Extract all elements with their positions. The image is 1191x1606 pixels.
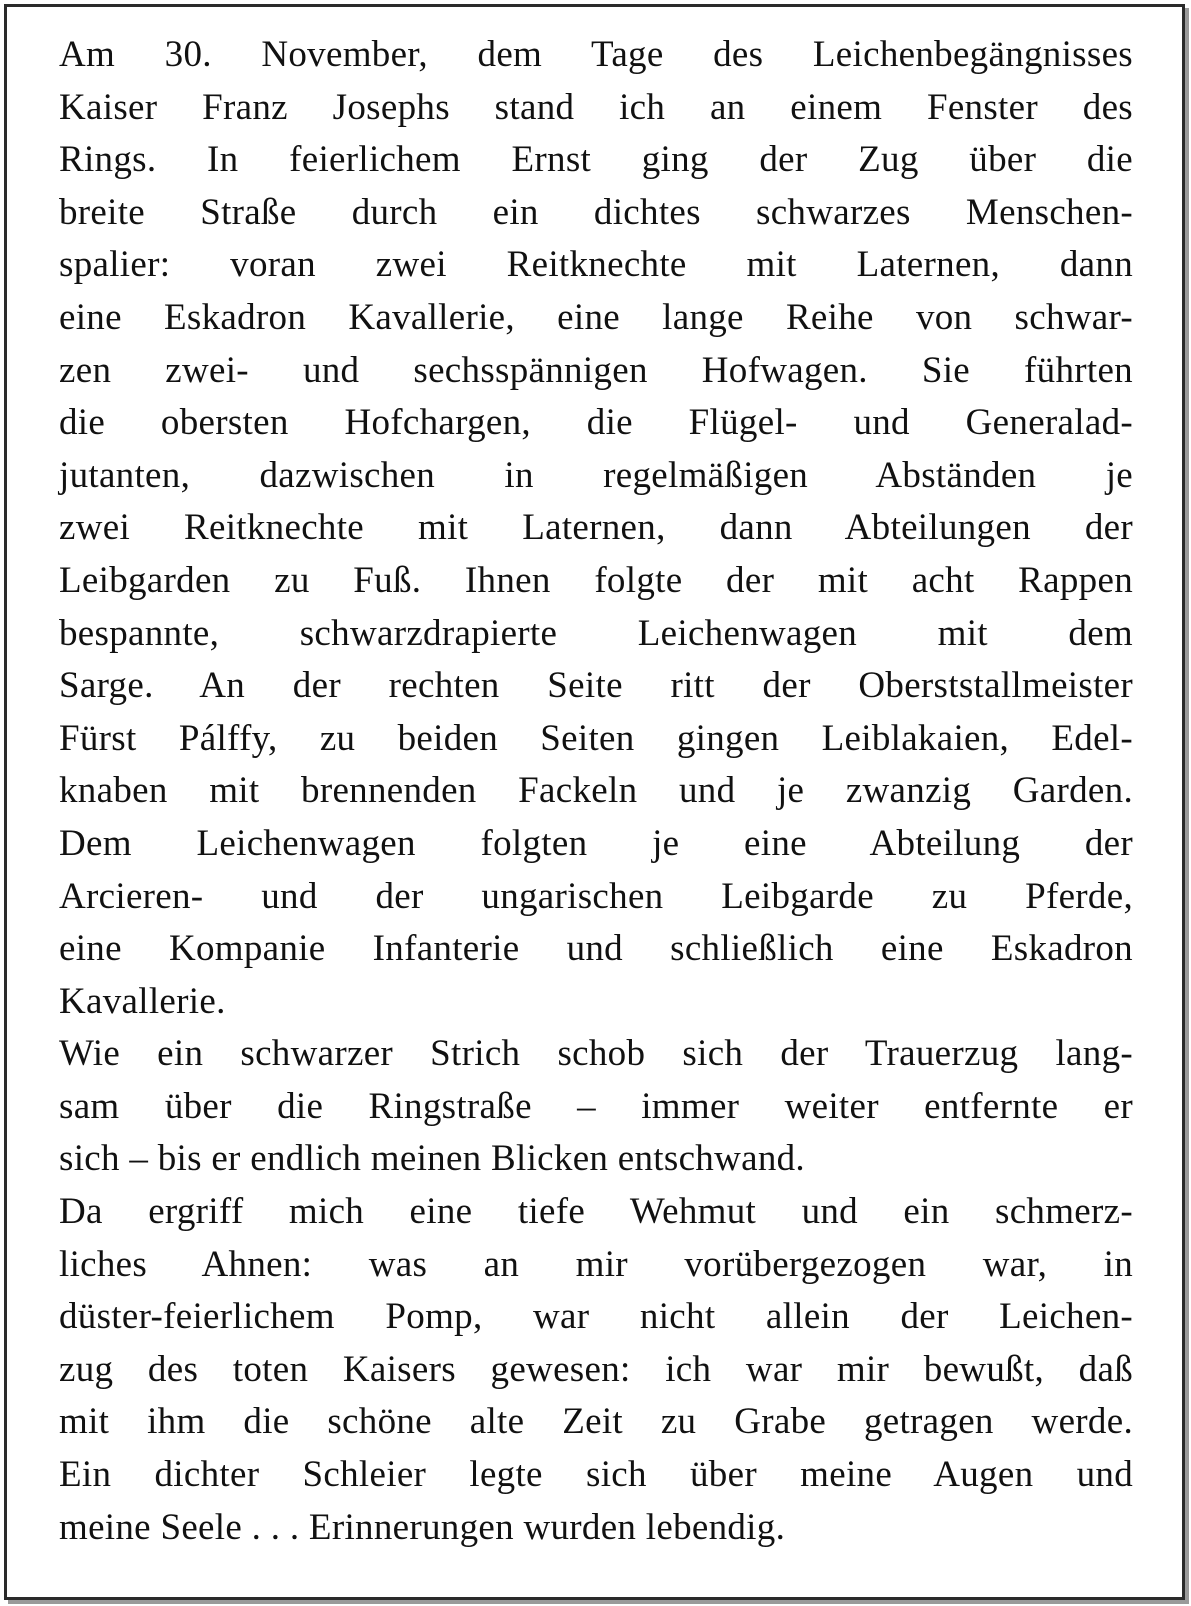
text-line: Leibgarden zu Fuß. Ihnen folgte der mit acht Rappen	[59, 559, 1133, 601]
text-line: Dem Leichenwagen folgten je eine Abteilung der	[59, 822, 1133, 864]
text-line: Am 30. November, dem Tage des Leichenbegängnisses	[59, 34, 1133, 75]
text-line: sam über die Ringstraße – immer weiter entfernte er	[59, 1085, 1133, 1127]
text-line: düster-feierlichem Pomp, war nicht allein der Leichen-	[59, 1296, 1133, 1338]
text-line: Wie ein schwarzer Strich schob sich der Trauerzug lang-	[59, 1033, 1133, 1075]
text-line: meine Seele . . . Erinnerungen wurden lebendig.	[59, 1506, 786, 1548]
document-body	[59, 29, 1133, 1554]
paragraph-1	[59, 29, 1133, 1028]
paragraph-3	[59, 1186, 1133, 1554]
text-line: eine Kompanie Infanterie und schließlich eine Eskadron	[59, 928, 1133, 970]
text-line: zen zwei- und sechsspännigen Hofwagen. Sie führten	[59, 349, 1133, 391]
text-line: eine Eskadron Kavallerie, eine lange Reihe von schwar-	[59, 296, 1133, 338]
text-line: Ein dichter Schleier legte sich über meine Augen und	[59, 1454, 1133, 1496]
text-line: bespannte, schwarzdrapierte Leichenwagen mit dem	[59, 612, 1133, 654]
text-line: knaben mit brennenden Fackeln und je zwanzig Garden.	[59, 770, 1133, 812]
text-line: Da ergriff mich eine tiefe Wehmut und ein schmerz-	[59, 1191, 1133, 1233]
text-line: Arcieren- und der ungarischen Leibgarde zu Pferde,	[59, 875, 1133, 917]
paragraph-2	[59, 1028, 1133, 1186]
text-line: Rings. In feierlichem Ernst ging der Zug über die	[59, 139, 1133, 181]
text-line: die obersten Hofchargen, die Flügel- und Generalad-	[59, 402, 1133, 444]
text-line: zug des toten Kaisers gewesen: ich war mir bewußt, daß	[59, 1348, 1133, 1390]
text-line: Kaiser Franz Josephs stand ich an einem Fenster des	[59, 86, 1133, 128]
text-line: liches Ahnen: was an mir vorübergezogen war, in	[59, 1243, 1133, 1285]
text-line: Sarge. An der rechten Seite ritt der Oberststallmeister	[59, 665, 1133, 707]
text-line: Fürst Pálffy, zu beiden Seiten gingen Leiblakaien, Edel-	[59, 717, 1133, 759]
text-line: breite Straße durch ein dichtes schwarzes Menschen-	[59, 191, 1133, 233]
text-line: jutanten, dazwischen in regelmäßigen Abständen je	[59, 454, 1133, 496]
page-frame	[4, 4, 1185, 1600]
text-line: Kavallerie.	[59, 980, 226, 1022]
text-line: zwei Reitknechte mit Laternen, dann Abteilungen der	[59, 507, 1133, 549]
text-line: spalier: voran zwei Reitknechte mit Laternen, dann	[59, 244, 1133, 286]
text-line: mit ihm die schöne alte Zeit zu Grabe getragen werde.	[59, 1401, 1133, 1443]
text-line: sich – bis er endlich meinen Blicken entschwand.	[59, 1138, 805, 1180]
